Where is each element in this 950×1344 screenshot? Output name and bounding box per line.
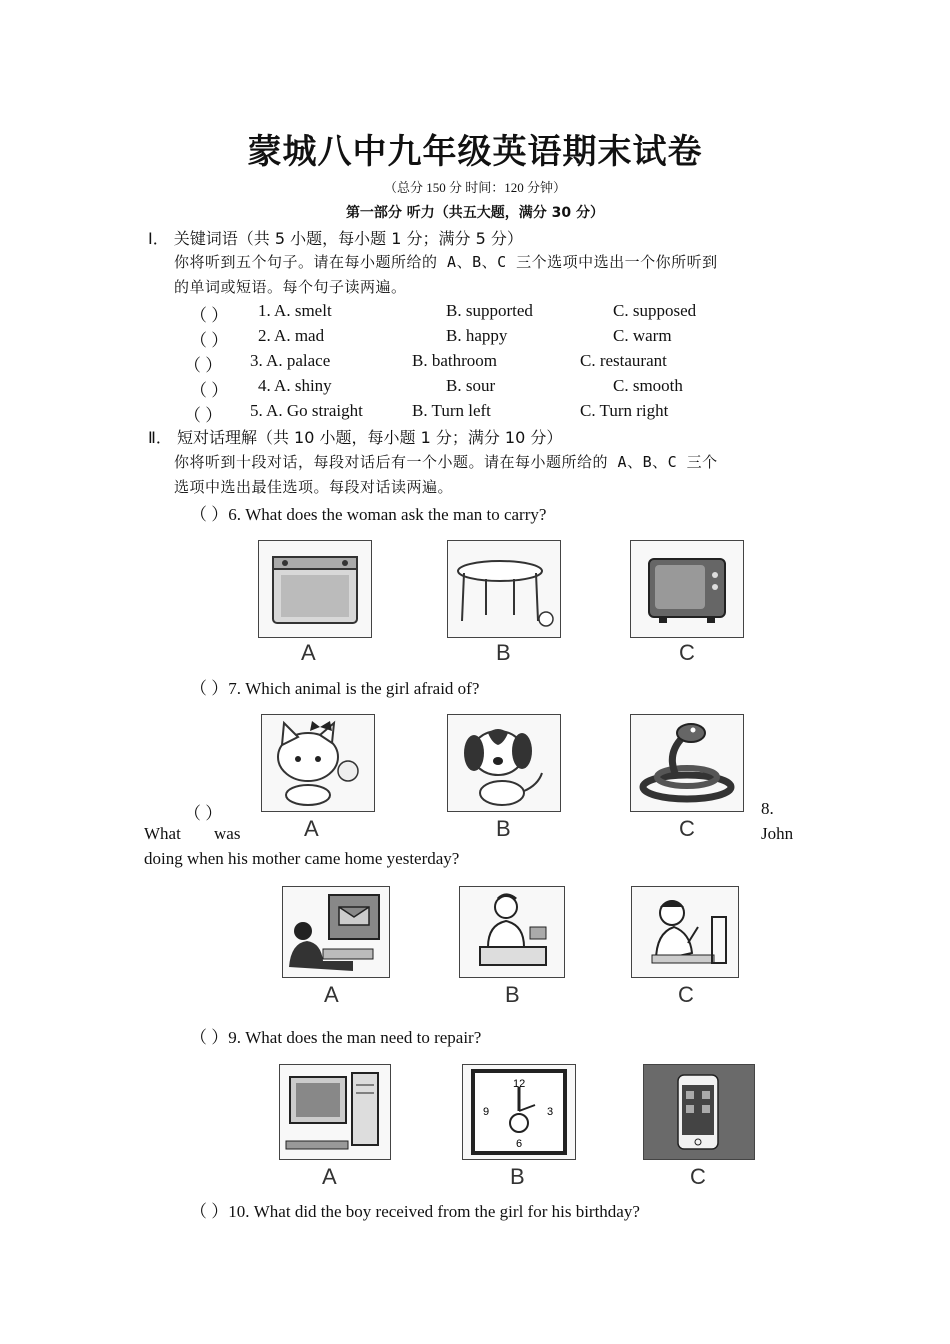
question-4-option-a: 4. A. shiny <box>258 376 332 395</box>
svg-text:3: 3 <box>547 1106 554 1118</box>
clock-picture[interactable] <box>462 1064 576 1160</box>
option-label-b: B <box>510 1164 525 1189</box>
svg-text:12: 12 <box>513 1078 526 1090</box>
section-1-heading: Ⅰ． 关键词语（共 5 小题，每小题 1 分；满分 5 分） <box>148 229 523 248</box>
option-label-c: C <box>679 640 695 665</box>
question-8-word: What <box>144 824 181 843</box>
question-3-option-c: C. restaurant <box>580 351 667 370</box>
option-label-c: C <box>690 1164 706 1189</box>
cooking-picture[interactable] <box>459 886 565 978</box>
question-4-option-c: C. smooth <box>613 376 683 395</box>
section-2-instruction: 你将听到十段对话，每段对话后有一个小题。请在每小题所给的 A、B、C 三个 <box>174 453 718 471</box>
section-2-heading: Ⅱ． 短对话理解（共 10 小题，每小题 1 分；满分 10 分） <box>148 428 563 447</box>
question-1-option-c: C. supposed <box>613 301 697 320</box>
dog-picture[interactable] <box>447 714 561 812</box>
question-2-option-a: 2. A. mad <box>258 326 325 345</box>
option-label-a: A <box>304 816 319 841</box>
doing-homework-picture[interactable] <box>631 886 739 978</box>
question-1-option-b: B. supported <box>446 301 533 320</box>
phone-picture[interactable] <box>643 1064 755 1160</box>
question-7: （ ）7. Which animal is the girl afraid of? <box>190 679 480 698</box>
question-3-paren[interactable]: （ ） <box>184 356 223 375</box>
question-2-option-b: B. happy <box>446 326 508 345</box>
cat-picture[interactable] <box>261 714 375 812</box>
question-2-paren[interactable]: （ ） <box>190 331 229 350</box>
section-2-instruction-2: 选项中选出最佳选项。每段对话读两遍。 <box>174 478 454 496</box>
svg-text:9: 9 <box>483 1106 490 1118</box>
question-8-text: doing when his mother came home yesterday? <box>144 849 460 868</box>
question-5-option-b: B. Turn left <box>412 401 491 420</box>
section-1-instruction: 你将听到五个句子。请在每小题所给的 A、B、C 三个选项中选出一个你所听到 <box>174 253 718 271</box>
computer-picture[interactable] <box>279 1064 391 1160</box>
question-8-number: 8. <box>761 799 774 818</box>
part-heading: 第一部分 听力（共五大题，满分 30 分） <box>345 205 605 221</box>
question-5-option-c: C. Turn right <box>580 401 669 420</box>
option-label-a: A <box>301 640 316 665</box>
computer-typing-picture[interactable] <box>282 886 390 978</box>
question-3-option-b: B. bathroom <box>412 351 497 370</box>
table-picture[interactable] <box>447 540 561 638</box>
question-10: （ ）10. What did the boy received from the girl for his birthday? <box>190 1202 640 1221</box>
question-8-word: John <box>761 824 794 843</box>
option-label-b: B <box>496 640 511 665</box>
question-6: （ ）6. What does the woman ask the man to carry? <box>190 505 547 524</box>
question-1-option-a: 1. A. smelt <box>258 301 332 320</box>
question-4-option-b: B. sour <box>446 376 496 395</box>
question-9: （ ）9. What does the man need to repair? <box>190 1028 482 1047</box>
option-label-a: A <box>322 1164 337 1189</box>
question-5-option-a: 5. A. Go straight <box>250 401 363 420</box>
question-1-paren[interactable]: （ ） <box>190 306 229 325</box>
option-label-c: C <box>678 982 694 1007</box>
snake-picture[interactable] <box>630 714 744 812</box>
question-4-paren[interactable]: （ ） <box>190 381 229 400</box>
exam-info: （总分 150 分 时间：120 分钟） <box>383 180 566 195</box>
question-3-option-a: 3. A. palace <box>250 351 331 370</box>
question-8-paren[interactable]: （ ） <box>184 804 223 823</box>
option-label-a: A <box>324 982 339 1007</box>
section-1-instruction-2: 的单词或短语。每个句子读两遍。 <box>174 278 407 296</box>
svg-text:6: 6 <box>516 1138 523 1150</box>
washing-machine-picture[interactable] <box>258 540 372 638</box>
option-label-b: B <box>505 982 520 1007</box>
question-5-paren[interactable]: （ ） <box>184 406 223 425</box>
option-label-b: B <box>496 816 511 841</box>
option-label-c: C <box>679 816 695 841</box>
television-picture[interactable] <box>630 540 744 638</box>
question-8-word: was <box>214 824 241 843</box>
page-title: 蒙城八中九年级英语期末试卷 <box>247 132 703 172</box>
question-2-option-c: C. warm <box>613 326 672 345</box>
